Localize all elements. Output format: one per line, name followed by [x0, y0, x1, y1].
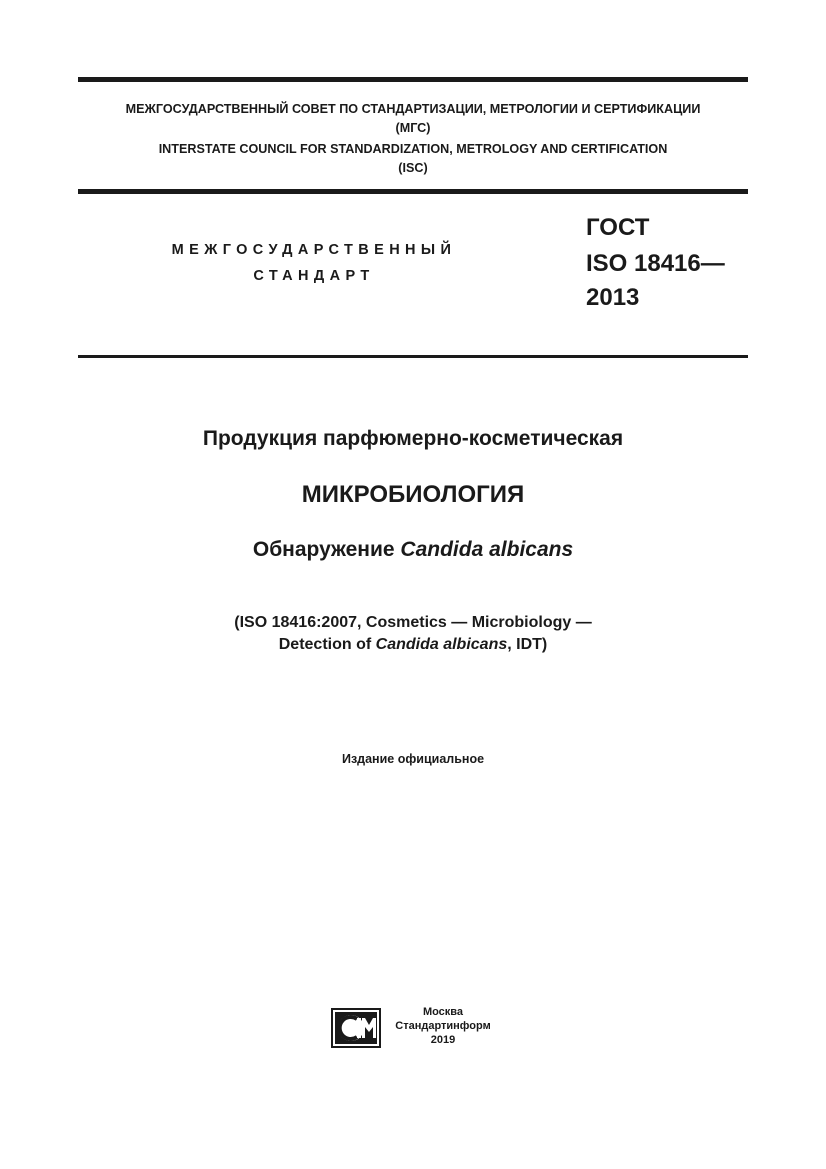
- standard-label-line1: МЕЖГОСУДАРСТВЕННЫЙ: [171, 242, 457, 258]
- title-line3-prefix: Обнаружение: [252, 538, 401, 561]
- iso-reference-line2-prefix: Detection of: [278, 636, 376, 653]
- designation-line2: ISO 18416—: [586, 250, 725, 277]
- council-en-abbr: (ISC): [398, 161, 428, 175]
- edition-note: Издание официальное: [341, 752, 485, 766]
- publisher-year: 2019: [430, 1034, 456, 1046]
- iso-reference-line2-species: Candida albicans: [375, 636, 508, 653]
- iso-reference-line2: [0, 636, 826, 654]
- title-line2: МИКРОБИОЛОГИЯ: [301, 481, 525, 508]
- publisher-city: Москва: [422, 1006, 464, 1018]
- council-ru-block: [78, 100, 748, 138]
- council-en-block: [78, 140, 748, 178]
- council-ru-abbr: (МГС): [395, 121, 431, 135]
- designation-line1: ГОСТ: [586, 214, 650, 241]
- standard-label-line2: СТАНДАРТ: [253, 268, 375, 284]
- title-line3-species: Candida albicans: [400, 538, 574, 561]
- council-en-name: INTERSTATE COUNCIL FOR STANDARDIZATION, METROLOGY AND CERTIFICATION: [158, 142, 668, 156]
- title-line3: [0, 538, 826, 562]
- council-ru-name: МЕЖГОСУДАРСТВЕННЫЙ СОВЕТ ПО СТАНДАРТИЗАЦИИ, МЕТРОЛОГИИ И СЕРТИФИКАЦИИ: [125, 102, 701, 116]
- designation-line3: 2013: [586, 284, 640, 311]
- middle-rule: [78, 189, 748, 194]
- top-rule: [78, 77, 748, 82]
- standartinform-logo-icon: [331, 1008, 381, 1048]
- iso-reference-line1: (ISO 18416:2007, Cosmetics — Microbiology —: [234, 614, 592, 631]
- publisher-name: Стандартинформ: [395, 1020, 491, 1032]
- bottom-rule: [78, 355, 748, 358]
- title-line1: Продукция парфюмерно-косметическая: [202, 427, 624, 450]
- iso-reference-line2-suffix: , IDT): [507, 636, 548, 653]
